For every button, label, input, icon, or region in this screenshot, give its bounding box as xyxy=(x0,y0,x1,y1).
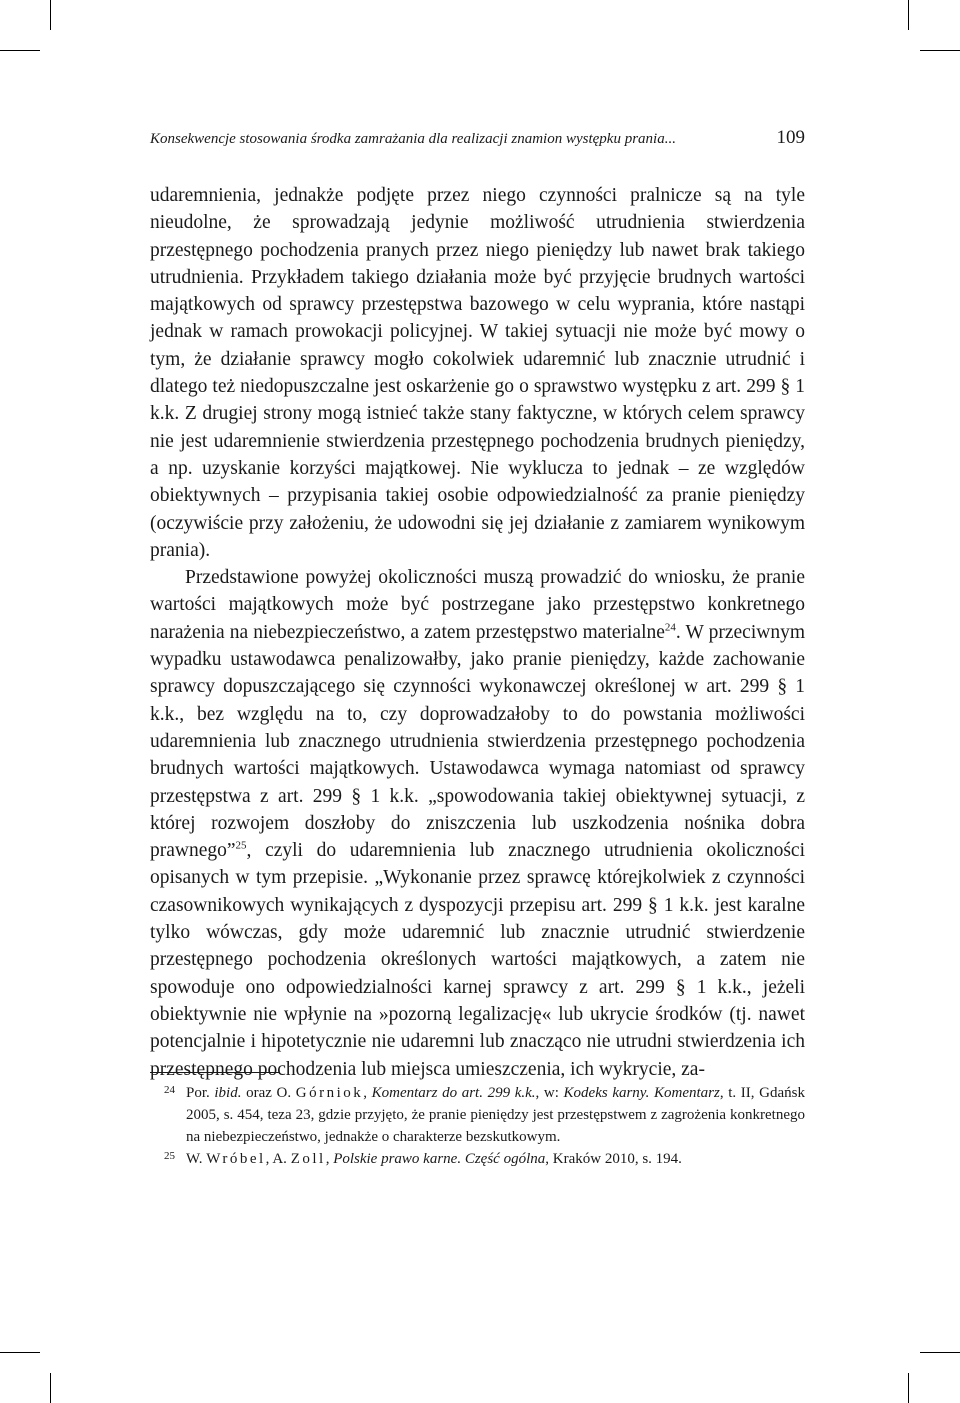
footnote-italic: Komentarz do art. 299 k.k. xyxy=(371,1085,536,1101)
paragraph-1 xyxy=(150,182,805,564)
crop-mark-top-right xyxy=(908,0,909,30)
footnote-number: 24 xyxy=(164,1084,175,1096)
footnote-text: , xyxy=(325,1151,334,1167)
footnote-text: Por. xyxy=(186,1085,215,1101)
footnote-author: Górniok xyxy=(295,1085,364,1101)
footnote-text: oraz O. xyxy=(241,1085,296,1101)
footnote-text: , Kraków 2010, s. 194. xyxy=(545,1151,682,1167)
footnote-text: , t. II, Gdańsk 2005, s. 454, teza 23, gdzie przyjęto, że pranie pieniędzy jest przestępstwem z zagrożenia konkretnego na niebezpieczeństwo, jednakże o charakterze bezskutkowym. xyxy=(186,1085,805,1145)
crop-mark-right-top xyxy=(920,50,960,51)
page-number: 109 xyxy=(776,127,805,148)
footnote-italic: Polskie prawo karne. Część ogólna xyxy=(333,1151,546,1167)
footnotes xyxy=(150,1082,805,1170)
footnote-italic: Kodeks karny. Komentarz xyxy=(563,1085,720,1101)
running-header xyxy=(150,127,805,155)
crop-mark-bottom-right xyxy=(908,1373,909,1403)
footnote-ref-25[interactable]: 25 xyxy=(235,839,247,852)
crop-mark-right-bottom xyxy=(920,1352,960,1353)
main-text xyxy=(150,182,805,1083)
footnote-author: Zoll xyxy=(290,1151,326,1167)
paragraph-2-text-a: Przedstawione powyżej okoliczności muszą prowadzić do wniosku, że pranie wartości majątkowych może być postrzegane jako przestępstwo konkretnego narażenia na niebezpieczeństwo, a zatem przestępstwo materialne xyxy=(150,567,805,643)
running-title: Konsekwencje stosowania środka zamrażania dla realizacji znamion występku prania... xyxy=(150,131,676,147)
paragraph-1-text: udaremnienia, jednakże podjęte przez niego czynności pralnicze są na tyle nieudolne, że sprowadzają jedynie możliwość utrudnienia stwierdzenia przestępnego pochodzenia pranych przez niego pieniędzy lub nawet brak takiego utrudnienia. Przykładem takiego działania może być przyjęcie brudnych wartości majątkowych od sprawcy przestępstwa bazowego w celu wyprania, które nastąpi jednak w ramach prowokacji policyjnej. W takiej sytuacji nie może być mowy o tym, że działanie sprawcy mogło cokolwiek udaremnić lub znacznie utrudnić i dlatego też niedopuszczalne jest oskarżenie go o sprawstwo występku z art. 299 § 1 k.k. Z drugiej strony mogą istnieć także stany faktyczne, w których celem sprawcy nie jest udaremnienie stwierdzenia przestępnego pochodzenia brudnych pieniędzy, a np. uzyskanie korzyści majątkowej. Nie wyklucza to jednak – ze względów obiektywnych – przypisania takiej osobie odpowiedzialność za pranie pieniędzy (oczywiście przy założeniu, że udowodni się jej działanie z zamiarem wynikowym prania). xyxy=(150,185,805,561)
paragraph-2-text-b: . W przeciwnym wypadku ustawodawca penalizowałby, jako pranie pieniędzy, każde zachowanie sprawcy dopuszczającego się czynności wykonawczej określonej w art. 299 § 1 k.k., bez względu na to, czy doprowadzałoby to do powstania możliwości udaremnienia lub znacznego utrudnienia stwierdzenia przestępnego pochodzenia brudnych wartości majątkowych. Ustawodawca wymaga natomiast od sprawcy przestępstwa z art. 299 § 1 k.k. „spowodowania takiej obiektywnej sytuacji, z której rozwojem doszłoby do zniszczenia lub uszkodzenia nośnika dobra prawnego” xyxy=(150,621,806,862)
footnote-text: W. xyxy=(186,1151,207,1167)
footnote-text: , A. xyxy=(265,1151,291,1167)
footnote-number: 25 xyxy=(164,1150,175,1162)
paragraph-2-text-c: , czyli do udaremnienia lub znacznego utrudnienia okoliczności opisanych w tym przepisie. „Wykonanie przez sprawcę którejkolwiek z czynności czasownikowych wynikających z dyspozycji przepisu art. 299 § 1 k.k. jest karalne tylko wówczas, gdy może udaremnić lub znacznie utrudnić stwierdzenie przestępnego pochodzenia określonych wartości majątkowych, a zatem nie spowoduje ono odpowiedzialności karnej sprawcy z art. 299 § 1 k.k., jeżeli obiektywnie nie wpłynie na »pozorną legalizację« lub ukrycie środków (tj. nawet potencjalnie i hipotetycznie nie udaremni lub znacząco nie utrudni stwierdzenia ich przestępnego pochodzenia lub miejsca umieszczenia, ich wykrycie, za- xyxy=(150,840,805,1080)
footnote-author: Wróbel xyxy=(206,1151,266,1167)
crop-mark-top-left xyxy=(50,0,51,30)
footnote-ref-24[interactable]: 24 xyxy=(664,621,676,634)
footnote-25 xyxy=(150,1148,805,1170)
footnote-text: , w: xyxy=(535,1085,564,1101)
paragraph-2 xyxy=(150,564,805,1083)
footnote-24 xyxy=(150,1082,805,1148)
crop-mark-left-bottom xyxy=(0,1352,40,1353)
footnote-italic: ibid. xyxy=(214,1085,242,1101)
crop-mark-bottom-left xyxy=(50,1373,51,1403)
footnote-text: , xyxy=(363,1085,372,1101)
crop-mark-left-top xyxy=(0,50,40,51)
footnote-separator xyxy=(150,1072,280,1073)
